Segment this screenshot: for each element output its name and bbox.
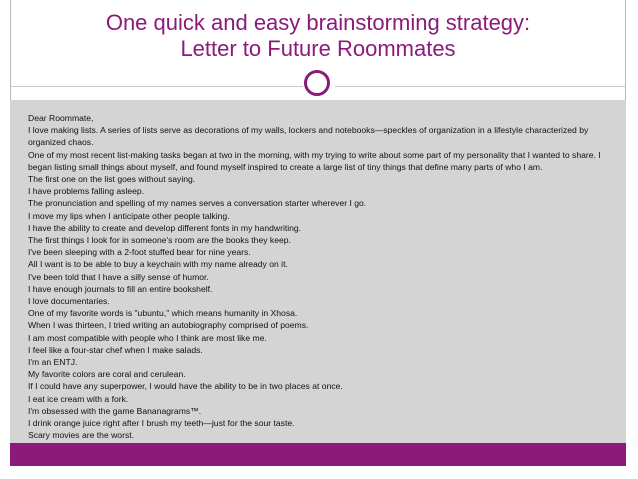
title-line-2: Letter to Future Roommates <box>180 36 456 61</box>
letter-line: I've been told that I have a silly sense of humor. <box>28 271 209 282</box>
letter-content-box <box>10 100 626 443</box>
slide-title <box>10 10 626 62</box>
letter-line: The pronunciation and spelling of my names serves a conversation starter wherever I go. <box>28 198 367 209</box>
letter-line: I love documentaries. <box>28 296 110 307</box>
letter-line: Dear Roommate, <box>28 113 94 123</box>
letter-line: If I could have any superpower, I would have the ability to be in two places at once. <box>28 381 343 392</box>
title-divider-left <box>10 86 303 87</box>
letter-line: I have the ability to create and develop different fonts in my handwriting. <box>28 222 302 233</box>
letter-line: I have problems falling asleep. <box>28 186 145 197</box>
letter-line: The first things I look for in someone's room are the books they keep. <box>28 235 291 246</box>
letter-line: I love making lists. A series of lists serve as decorations of my walls, lockers and notebooks—speckles of organization in a lifestyle characterized by organized chaos. <box>28 125 589 148</box>
letter-line: The first one on the list goes without saying. <box>28 174 196 185</box>
letter-line: One of my most recent list-making tasks began at two in the morning, with my trying to write about some part of my personality that I wanted to share. I began listing small things about myself, and found myself inspired to create a large list of tiny things that define many parts of who I am. <box>28 149 601 172</box>
letter-line: I eat ice cream with a fork. <box>28 393 129 404</box>
letter-line: I drink orange juice right after I brush my teeth—just for the sour taste. <box>28 418 295 429</box>
letter-line: I am most compatible with people who I think are most like me. <box>28 332 267 343</box>
letter-line: When I was thirteen, I tried writing an autobiography comprised of poems. <box>28 320 309 331</box>
footer-bar <box>10 443 626 466</box>
title-line-1: One quick and easy brainstorming strategy: <box>105 10 531 35</box>
letter-line: I'm an ENTJ. <box>28 357 78 368</box>
letter-line: I feel like a four-star chef when I make salads. <box>28 344 203 355</box>
letter-line: I move my lips when I anticipate other people talking. <box>28 210 230 221</box>
letter-line: Scary movies are the worst. <box>28 430 135 441</box>
letter-line: My favorite colors are coral and cerulean. <box>28 369 186 380</box>
letter-line: I'm obsessed with the game Bananagrams™. <box>28 405 202 416</box>
circle-ornament-icon <box>304 70 330 96</box>
letter-line: I've been sleeping with a 2-foot stuffed bear for nine years. <box>28 247 251 258</box>
title-divider-right <box>335 86 626 87</box>
letter-line: One of my favorite words is "ubuntu," which means humanity in Xhosa. <box>28 308 298 319</box>
letter-text <box>28 112 612 441</box>
letter-line: All I want is to be able to buy a keychain with my name already on it. <box>28 259 288 270</box>
letter-line: I have enough journals to fill an entire bookshelf. <box>28 283 213 294</box>
